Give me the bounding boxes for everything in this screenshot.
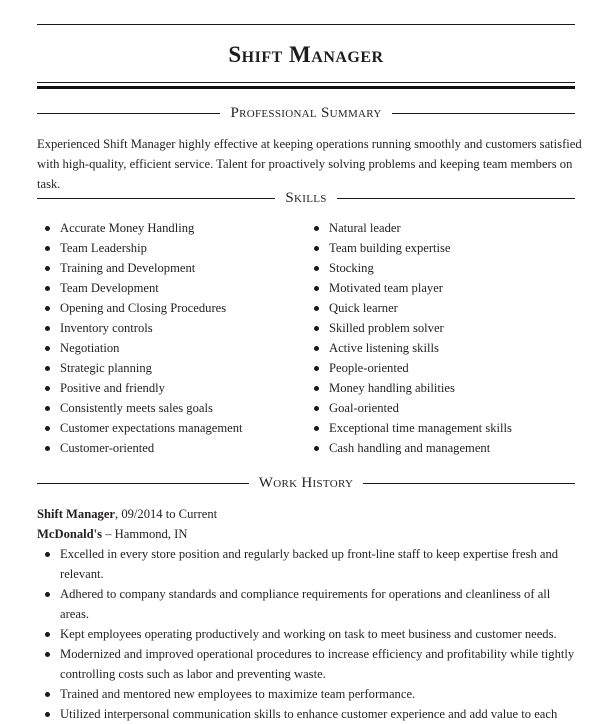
- resume-title: Shift Manager: [228, 42, 384, 67]
- bullet-icon: [45, 346, 50, 351]
- heading-rule-left: [37, 198, 275, 199]
- bullet-icon: [45, 446, 50, 451]
- skill-item: Motivated team player: [314, 278, 512, 298]
- skill-item: Positive and friendly: [45, 378, 243, 398]
- job-location: – Hammond, IN: [102, 527, 188, 541]
- skill-item: Negotiation: [45, 338, 243, 358]
- section-heading-skills: [37, 188, 575, 208]
- bullet-icon: [45, 632, 50, 637]
- bullet-icon: [45, 652, 50, 657]
- duty-item: Utilized interpersonal communication skills to enhance customer experience and add value to each: [45, 704, 575, 724]
- heading-rule-right: [337, 198, 575, 199]
- section-title: Skills: [285, 190, 327, 206]
- bullet-icon: [45, 406, 50, 411]
- skill-item: Skilled problem solver: [314, 318, 512, 338]
- skill-item: Strategic planning: [45, 358, 243, 378]
- bullet-icon: [45, 266, 50, 271]
- title-rule-thick: [37, 86, 575, 89]
- skills-column-2: [314, 218, 512, 458]
- bullet-icon: [45, 426, 50, 431]
- bullet-icon: [45, 712, 50, 717]
- bullet-icon: [314, 306, 319, 311]
- skill-item: Quick learner: [314, 298, 512, 318]
- bullet-icon: [314, 426, 319, 431]
- skill-item: Inventory controls: [45, 318, 243, 338]
- skill-item: Consistently meets sales goals: [45, 398, 243, 418]
- bullet-icon: [314, 246, 319, 251]
- skill-item: Natural leader: [314, 218, 512, 238]
- skill-item: Team Development: [45, 278, 243, 298]
- bullet-icon: [45, 326, 50, 331]
- bullet-icon: [314, 366, 319, 371]
- skill-item: Cash handling and management: [314, 438, 512, 458]
- skill-item: Team building expertise: [314, 238, 512, 258]
- heading-rule-right: [363, 483, 575, 484]
- heading-rule-right: [392, 113, 575, 114]
- bullet-icon: [314, 226, 319, 231]
- bullet-icon: [45, 246, 50, 251]
- bullet-icon: [314, 346, 319, 351]
- duty-item: Trained and mentored new employees to maximize team performance.: [45, 684, 575, 704]
- section-heading-work-history: [37, 473, 575, 493]
- skill-item: Training and Development: [45, 258, 243, 278]
- bullet-icon: [45, 552, 50, 557]
- duty-item: Excelled in every store position and regularly backed up front-line staff to keep expertise fresh and relevant.: [45, 544, 575, 584]
- duty-item: Adhered to company standards and compliance requirements for operations and cleanliness of all areas.: [45, 584, 575, 624]
- skill-item: People-oriented: [314, 358, 512, 378]
- job-title: Shift Manager: [37, 507, 116, 521]
- bullet-icon: [314, 386, 319, 391]
- bullet-icon: [314, 286, 319, 291]
- bullet-icon: [314, 326, 319, 331]
- summary-text: Experienced Shift Manager highly effective at keeping operations running smoothly and customers satisfied with high-quality, efficient service. Talent for proactively solving problems and keeping team members on task.: [37, 137, 582, 191]
- skill-item: Customer-oriented: [45, 438, 243, 458]
- skills-column-1: [45, 218, 243, 458]
- skill-item: Stocking: [314, 258, 512, 278]
- top-rule: [37, 24, 575, 25]
- bullet-icon: [45, 386, 50, 391]
- job-dates: , 09/2014 to Current: [115, 507, 218, 521]
- section-title: Professional Summary: [230, 105, 382, 121]
- heading-rule-left: [37, 113, 220, 114]
- bullet-icon: [45, 366, 50, 371]
- skill-item: Exceptional time management skills: [314, 418, 512, 438]
- bullet-icon: [45, 306, 50, 311]
- skill-item: Active listening skills: [314, 338, 512, 358]
- skill-item: Customer expectations management: [45, 418, 243, 438]
- skill-item: Money handling abilities: [314, 378, 512, 398]
- skill-item: Accurate Money Handling: [45, 218, 243, 238]
- skill-item: Team Leadership: [45, 238, 243, 258]
- company-name: McDonald's: [37, 527, 103, 541]
- skill-item: Opening and Closing Procedures: [45, 298, 243, 318]
- bullet-icon: [45, 692, 50, 697]
- bullet-icon: [45, 592, 50, 597]
- job-company-line: [37, 524, 187, 544]
- bullet-icon: [314, 446, 319, 451]
- title-rule-thin: [37, 82, 575, 83]
- bullet-icon: [314, 266, 319, 271]
- bullet-icon: [45, 226, 50, 231]
- bullet-icon: [314, 406, 319, 411]
- job-duties-list: [45, 544, 575, 724]
- section-title: Work History: [258, 475, 354, 491]
- job-title-line: [37, 504, 217, 524]
- duty-item: Modernized and improved operational procedures to increase efficiency and profitability while tightly controlling costs such as labor and preventing waste.: [45, 644, 575, 684]
- skill-item: Goal-oriented: [314, 398, 512, 418]
- section-heading-summary: [37, 103, 575, 123]
- bullet-icon: [45, 286, 50, 291]
- heading-rule-left: [37, 483, 249, 484]
- duty-item: Kept employees operating productively and working on task to meet business and customer needs.: [45, 624, 575, 644]
